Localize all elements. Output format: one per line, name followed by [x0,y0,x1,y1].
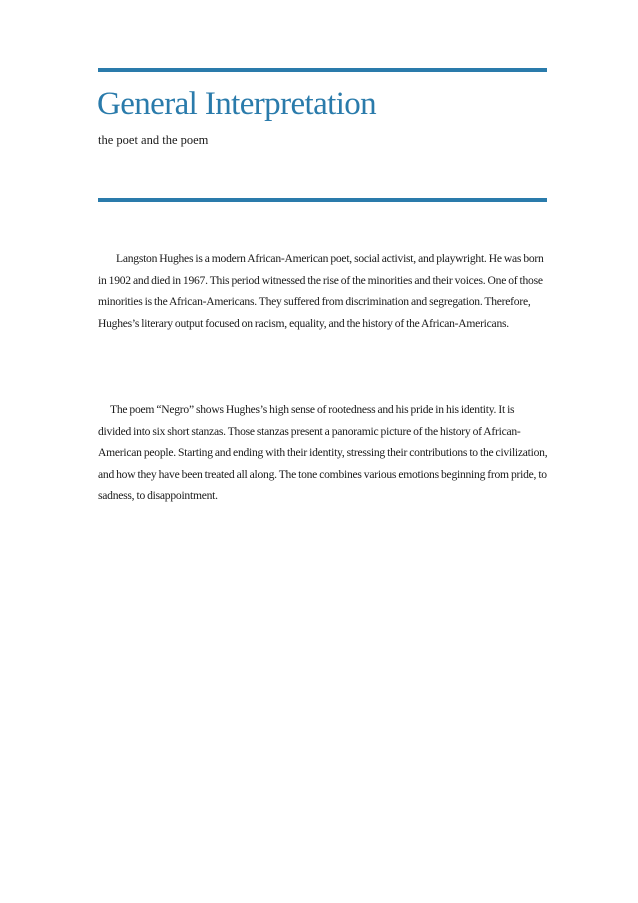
paragraph-poem: The poem “Negro” shows Hughes’s high sense of rootedness and his pride in his identity. It is divided into six short stanzas. Those stanzas present a panoramic picture of the history of African-American people. Starting and ending with their identity, stressing their contributions to the civilization, and how they have been treated all along. The tone combines various emotions beginning from pride, to sadness, to disappointment. [98,403,548,503]
page-title: General Interpretation [97,86,377,122]
top-divider [98,68,547,72]
page-subtitle: the poet and the poem [98,133,209,147]
bottom-divider [98,198,547,202]
paragraph-poet: Langston Hughes is a modern African-American poet, social activist, and playwright. He was born in 1902 and died in 1967. This period witnessed the rise of the minorities and their voices. One of those minorities is the African-Americans. They suffered from discrimination and segregation. Therefore, Hughes’s literary output focused on racism, equality, and the history of the African-Americans. [98,252,544,330]
